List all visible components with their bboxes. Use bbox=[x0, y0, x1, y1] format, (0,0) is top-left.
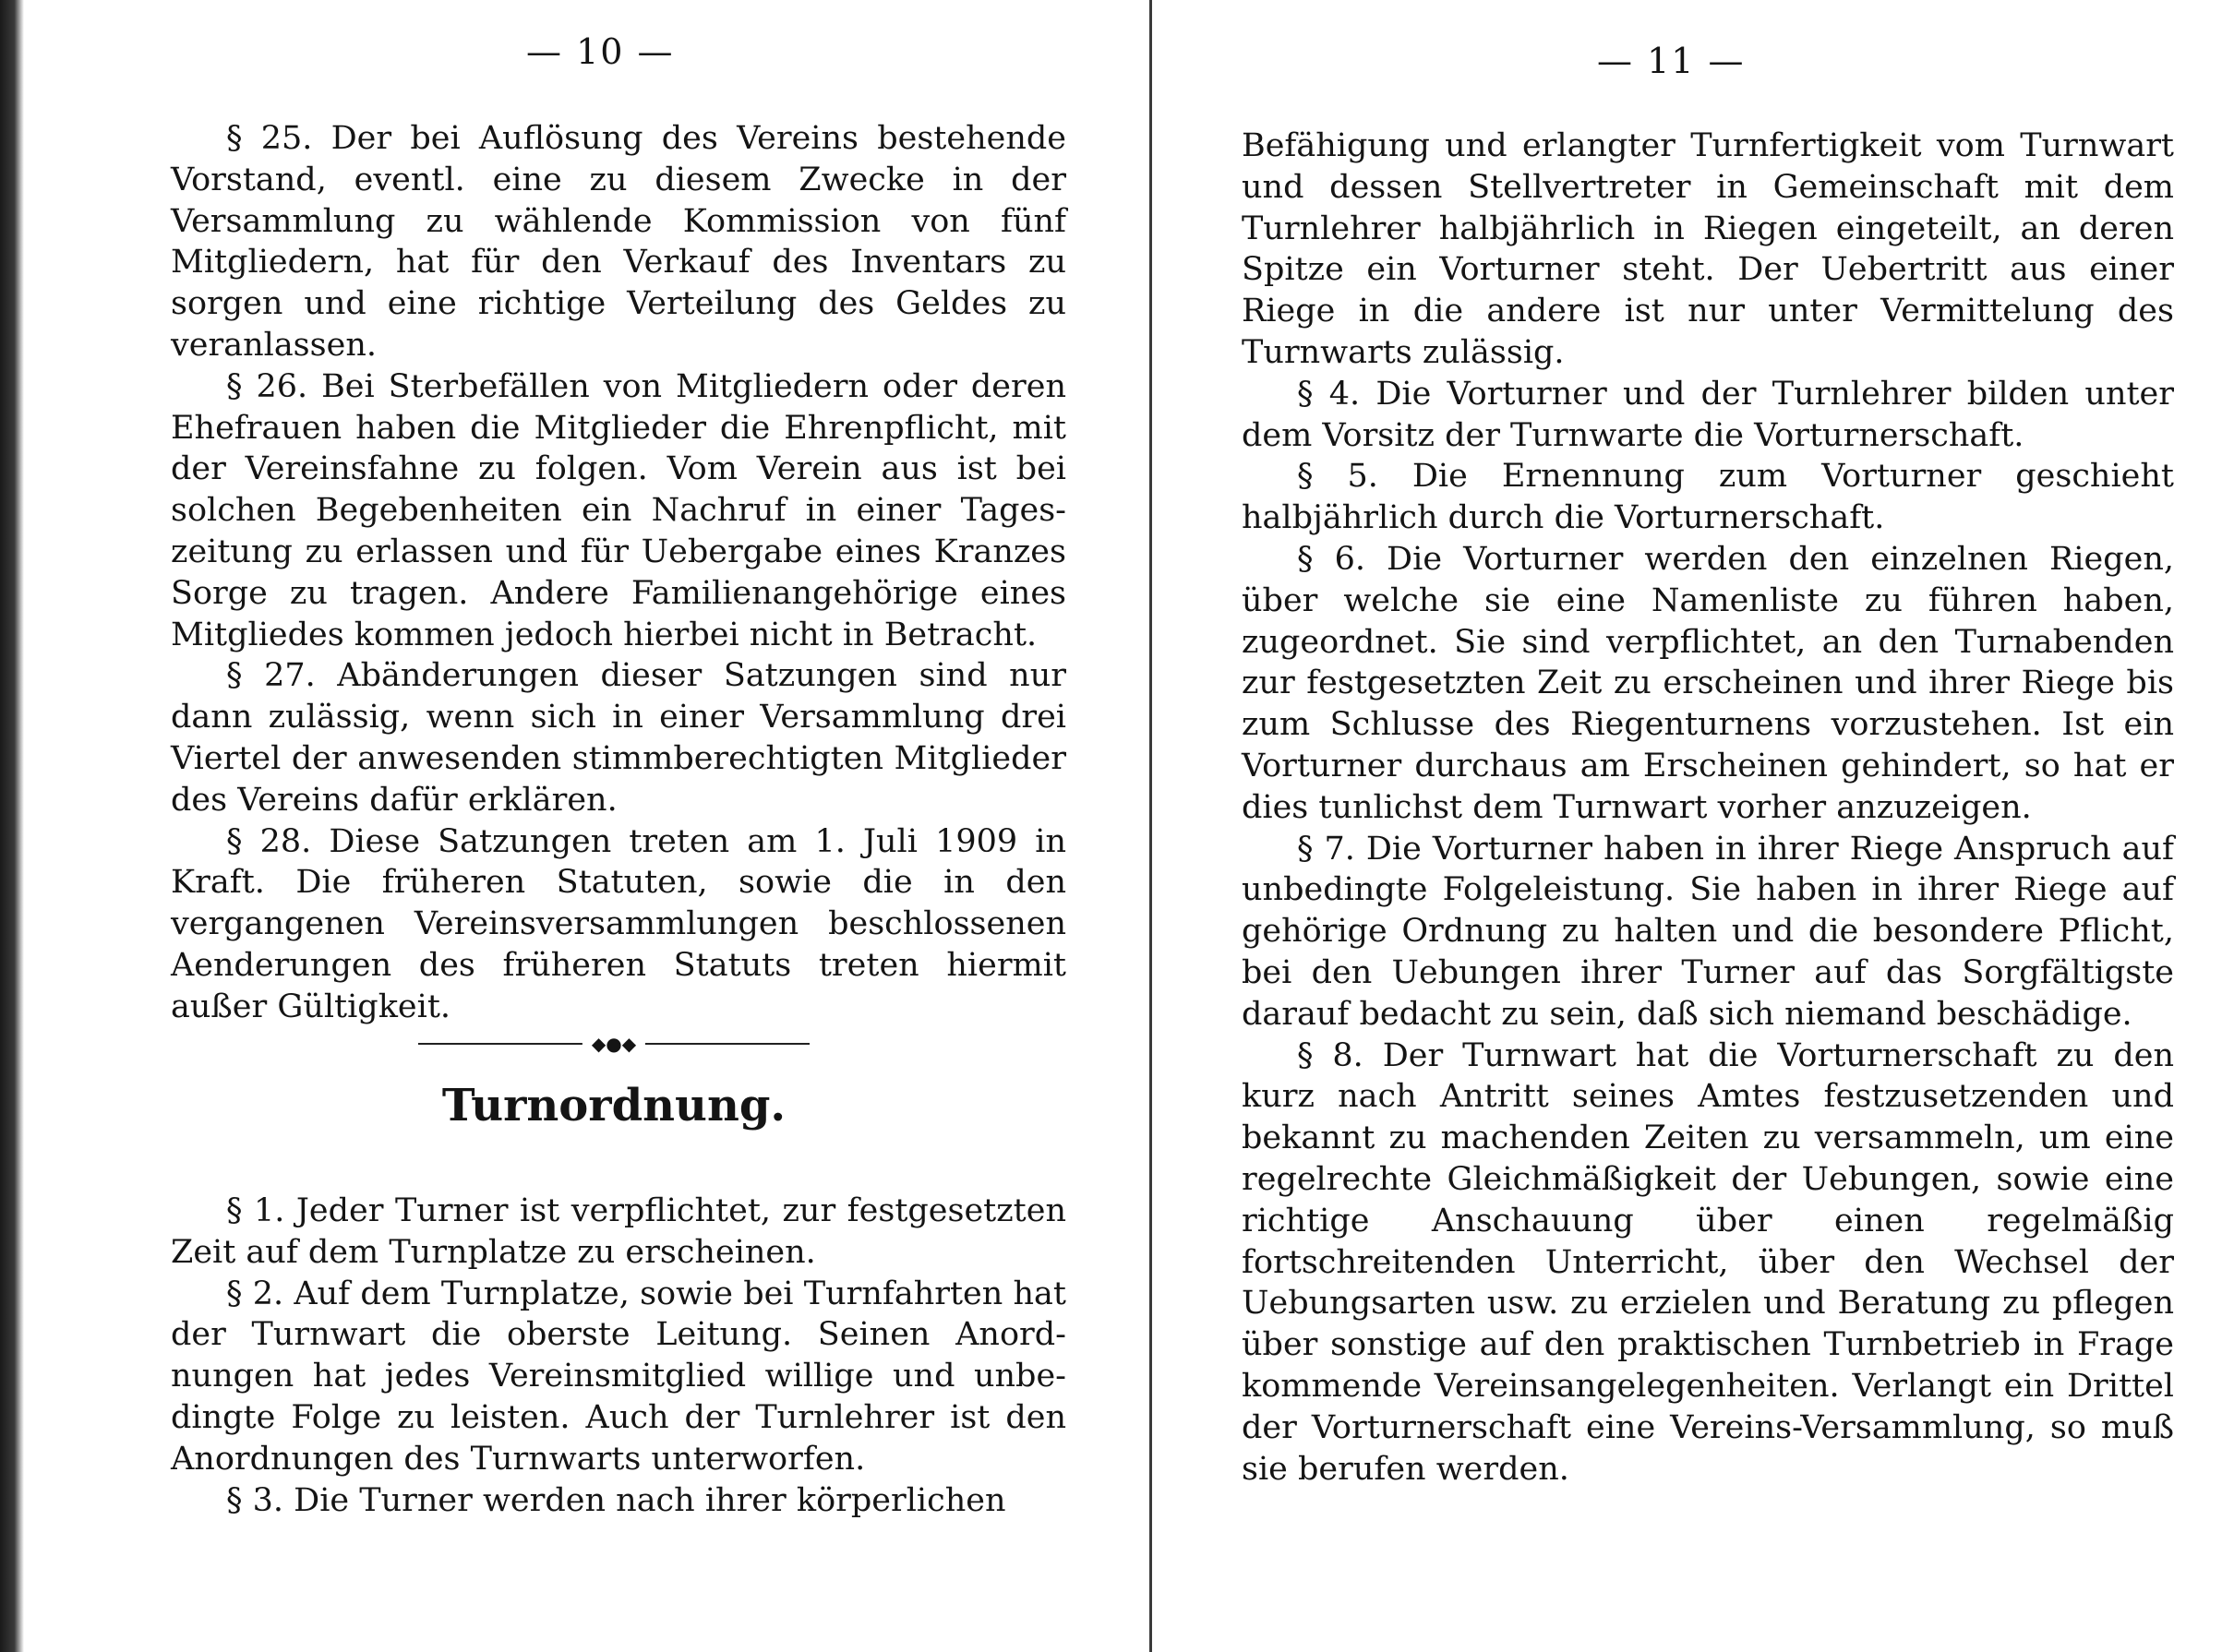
paragraph-26: § 26. Bei Sterbefällen von Mitgliedern oder deren Ehefrauen haben die Mitglieder die Ehrenpflicht, mit der Vereinsfahne zu folgen. Vom Verein aus ist bei solchen Begebenheiten ein Nachruf in einer Tageszeitung zu erlassen und für Uebergabe eines Kranzes Sorge zu tragen. Andere Familienangehörige eines Mitgliedes kommen jedoch hierbei nicht in Betracht. bbox=[171, 367, 1066, 653]
paragraph-28: § 28. Diese Satzungen treten am 1. Juli 1909 in Kraft. Die früheren Statuten, sowie die in den vergangenen Vereinsversammlungen beschlossenen Aenderungen des früheren Statuts treten hiermit außer Gültigkeit. bbox=[171, 822, 1066, 1025]
paragraph-5: § 5. Die Ernennung zum Vorturner geschieht halbjährlich durch die Vorturnerschaft. bbox=[1242, 458, 2174, 537]
page-number-left: — 10 — bbox=[526, 31, 675, 72]
paragraph-6: § 6. Die Vorturner werden den einzelnen Riegen, über welche sie eine Namenliste zu führen haben, zugeordnet. Sie sind verpflichtet, an den Turnabenden zur festgesetzten Zeit zu erscheinen und ihrer Riege bis zum Schlusse des Riegenturnens vorzustehen. Ist ein Vorturner durchaus am Erscheinen gehindert, so hat er dies tunlichst dem Turnwart vorher anzuzeigen. bbox=[1242, 540, 2174, 826]
paragraph-7: § 7. Die Vorturner haben in ihrer Riege Anspruch auf unbedingte Folgeleistung. Sie haben in ihrer Riege auf gehörige Ordnung zu halten und die besondere Pflicht, bei den Uebungen ihrer Turner auf das Sorgfältigste darauf bedacht zu sein, daß sich niemand beschädige. bbox=[1242, 830, 2174, 1033]
left-text-top bbox=[171, 118, 1066, 1028]
paragraph-27: § 27. Abänderungen dieser Satzungen sind nur dann zulässig, wenn sich in einer Versammlung drei Viertel der anwesenden stimmberechtigten Mitglieder des Vereins dafür erklären. bbox=[171, 657, 1066, 819]
ornament-glyph: ◆●◆ bbox=[583, 1035, 645, 1053]
left-text-bottom bbox=[171, 1191, 1066, 1521]
section-divider-ornament bbox=[418, 1033, 810, 1055]
paragraph-2: § 2. Auf dem Turnplatze, sowie bei Turnfahrten hat der Turnwart die oberste Leitung. Seinen Anordnungen hat jedes Vereinsmitglied willige und unbedingte Folge zu leisten. Auch der Turnlehrer ist den Anordnungen des Turnwarts unterworfen. bbox=[171, 1275, 1066, 1478]
page-number-right: — 11 — bbox=[1597, 41, 1746, 81]
paragraph-4: § 4. Die Vorturner und der Turnlehrer bilden unter dem Vorsitz der Turnwarte die Vorturnerschaft. bbox=[1242, 375, 2174, 454]
right-page bbox=[1149, 0, 2234, 1652]
paragraph-3-continued: Befähigung und erlangter Turnfertigkeit vom Turnwart und dessen Stellvertreter in Gemeinschaft mit dem Turnlehrer halbjährlich in Riegen eingeteilt, an deren Spitze ein Vorturner steht. Der Uebertritt aus einer Riege in die andere ist nur unter Vermittelung des Turnwarts zulässig. bbox=[1242, 127, 2174, 371]
paragraph-8: § 8. Der Turnwart hat die Vorturnerschaft zu den kurz nach Antritt seines Amtes festzusetzenden und bekannt zu machenden Zeiten zu versammeln, um eine regelrechte Gleichmäßigkeit der Uebungen, sowie eine richtige Anschauung über einen regelmäßig fortschreitenden Unterricht, über den Wechsel der Uebungsarten usw. zu erzielen und Beratung zu pflegen über sonstige auf den praktischen Turnbetrieb in Frage kommende Vereinsangelegenheiten. Verlangt ein Drittel der Vorturnerschaft eine Vereins-Versammlung, so muß sie berufen werden. bbox=[1242, 1036, 2174, 1488]
paragraph-25: § 25. Der bei Auflösung des Vereins bestehende Vorstand, eventl. eine zu diesem Zwecke in der Versammlung zu wählende Kommission von fünf Mitgliedern, hat für den Verkauf des Inventars zu sorgen und eine richtige Verteilung des Geldes zu veranlassen. bbox=[171, 120, 1066, 364]
paragraph-3-start: § 3. Die Turner werden nach ihrer körperlichen bbox=[226, 1481, 1006, 1519]
right-text bbox=[1242, 126, 2174, 1490]
paragraph-1: § 1. Jeder Turner ist verpflichtet, zur festgesetzten Zeit auf dem Turnplatze zu erscheinen. bbox=[171, 1192, 1066, 1271]
section-heading: Turnordnung. bbox=[441, 1080, 787, 1131]
